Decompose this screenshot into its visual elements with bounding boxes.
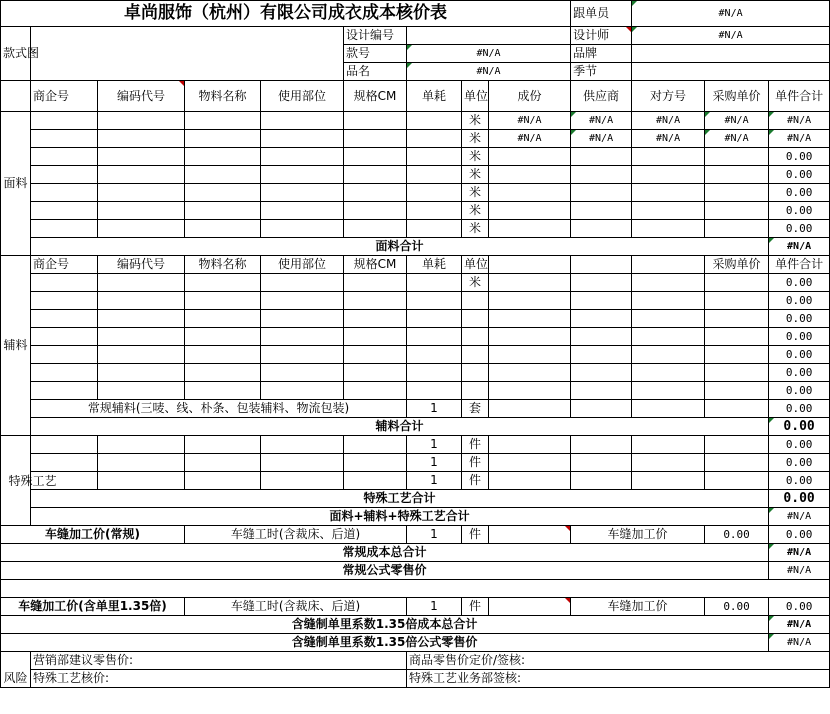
brand-label: 品牌 (571, 45, 632, 63)
col-item-code: 编码代号 (98, 256, 185, 274)
accessory-total: 0.00 (769, 328, 830, 346)
blank-cell (1, 81, 31, 112)
fabric-cell[interactable] (489, 166, 571, 184)
fabric-unit: 米 (462, 202, 489, 220)
sewing-price[interactable]: 0.00 (705, 526, 769, 544)
sewing-hours-label: 车缝工时(含裁床、后道) (185, 526, 407, 544)
fabric-unit: 米 (462, 166, 489, 184)
combined-total-value: #N/A (769, 508, 830, 526)
special-cell[interactable] (344, 454, 407, 472)
col-usage: 单耗 (407, 256, 462, 274)
fabric-cell[interactable] (407, 184, 462, 202)
special-cell[interactable] (98, 454, 185, 472)
blank-cell (489, 256, 571, 274)
fabric-cell[interactable] (31, 202, 98, 220)
fabric-cell[interactable] (185, 130, 261, 148)
accessory-cell[interactable] (705, 382, 769, 400)
accessory-cell[interactable] (571, 346, 632, 364)
fabric-cell[interactable] (98, 202, 185, 220)
fabric-cell[interactable] (407, 130, 462, 148)
fabric-cell[interactable] (98, 166, 185, 184)
accessory-cell[interactable] (407, 328, 462, 346)
sewing-cell[interactable] (489, 526, 571, 544)
fabric-cell[interactable] (705, 148, 769, 166)
fabric-cell[interactable] (489, 220, 571, 238)
follower-label: 跟单员 (571, 1, 632, 27)
style-picture-area[interactable] (31, 27, 344, 81)
fabric-price: #N/A (705, 130, 769, 148)
col-material-name: 物料名称 (185, 256, 261, 274)
accessory-cell[interactable] (632, 310, 705, 328)
col-item-code: 编码代号 (98, 81, 185, 112)
accessory-cell[interactable] (185, 364, 261, 382)
accessory-cell[interactable] (462, 382, 489, 400)
fabric-composition: #N/A (489, 130, 571, 148)
accessory-cell[interactable] (489, 382, 571, 400)
fabric-section-label: 面料 (1, 112, 31, 256)
accessory-total: 0.00 (769, 382, 830, 400)
accessory-cell[interactable] (632, 364, 705, 382)
accessory-cell[interactable] (705, 346, 769, 364)
accessory-cell[interactable] (185, 346, 261, 364)
special-subtotal-label: 特殊工艺合计 (31, 490, 769, 508)
fabric-cell[interactable] (344, 166, 407, 184)
special-cell[interactable] (261, 436, 344, 454)
col-usage: 单耗 (407, 81, 462, 112)
fabric-cell[interactable] (705, 166, 769, 184)
accessory-total: 0.00 (769, 364, 830, 382)
sewing-135-unit: 件 (462, 597, 489, 615)
accessory-cell[interactable] (462, 328, 489, 346)
accessory-cell[interactable] (571, 400, 632, 418)
accessory-cell[interactable] (489, 310, 571, 328)
fabric-cell[interactable] (185, 184, 261, 202)
fabric-cell[interactable] (31, 220, 98, 238)
accessory-cell[interactable] (489, 274, 571, 292)
special-cell[interactable] (489, 436, 571, 454)
fabric-cell[interactable] (571, 220, 632, 238)
regular-accessory-unit: 套 (462, 400, 489, 418)
accessory-cell[interactable] (31, 292, 98, 310)
fabric-cell[interactable] (31, 130, 98, 148)
accessory-cell[interactable] (261, 274, 344, 292)
fabric-cell[interactable] (632, 166, 705, 184)
accessory-cell[interactable] (185, 274, 261, 292)
accessory-cell[interactable] (705, 328, 769, 346)
fabric-subtotal-value: #N/A (769, 238, 830, 256)
name-value[interactable]: #N/A (407, 63, 571, 81)
accessory-cell[interactable] (344, 346, 407, 364)
regular-cost-label: 常规成本总合计 (1, 544, 769, 562)
accessory-cell[interactable] (489, 328, 571, 346)
fabric-cell[interactable] (261, 202, 344, 220)
sewing-total: 0.00 (769, 526, 830, 544)
accessory-cell[interactable] (705, 364, 769, 382)
fabric-cell[interactable] (31, 112, 98, 130)
special-unit: 件 (462, 472, 489, 490)
accessory-cell[interactable] (489, 400, 571, 418)
accessory-cell[interactable] (344, 310, 407, 328)
accessory-cell[interactable] (98, 292, 185, 310)
accessory-cell[interactable] (705, 292, 769, 310)
fabric-cell[interactable] (98, 130, 185, 148)
fabric-cell[interactable] (185, 220, 261, 238)
col-piece-total: 单件合计 (769, 256, 830, 274)
fabric-cell[interactable] (407, 112, 462, 130)
sewing-135-price[interactable]: 0.00 (705, 597, 769, 615)
regular-retail-value: #N/A (769, 562, 830, 580)
fabric-cell[interactable] (571, 166, 632, 184)
accessory-cell[interactable] (632, 346, 705, 364)
special-usage[interactable]: 1 (407, 454, 462, 472)
col-supplier-code: 商企号 (31, 81, 98, 112)
risk-label: 风险 (1, 651, 31, 687)
fabric-unit: 米 (462, 130, 489, 148)
fabric-cell[interactable] (705, 202, 769, 220)
special-cell[interactable] (571, 436, 632, 454)
accessory-cell[interactable] (632, 292, 705, 310)
accessory-cell[interactable] (261, 328, 344, 346)
fabric-cell[interactable] (344, 130, 407, 148)
fabric-cell[interactable] (705, 220, 769, 238)
accessory-cell[interactable] (261, 310, 344, 328)
fabric-cell[interactable] (261, 148, 344, 166)
accessory-cell[interactable] (31, 364, 98, 382)
fabric-cell[interactable] (344, 112, 407, 130)
accessory-cell[interactable] (632, 400, 705, 418)
name-label: 品名 (344, 63, 407, 81)
accessory-cell[interactable] (344, 274, 407, 292)
accessory-cell[interactable] (407, 364, 462, 382)
regular-retail-label: 常规公式零售价 (1, 562, 769, 580)
accessory-cell[interactable] (705, 310, 769, 328)
special-unit: 件 (462, 436, 489, 454)
fabric-cell[interactable] (31, 184, 98, 202)
special-cell[interactable] (185, 454, 261, 472)
accessory-cell[interactable] (98, 382, 185, 400)
fabric-cell[interactable] (98, 184, 185, 202)
design-no-label: 设计编号 (344, 27, 407, 45)
accessory-cell[interactable] (571, 364, 632, 382)
col-unit: 单位 (462, 81, 489, 112)
special-cell[interactable] (632, 436, 705, 454)
accessory-cell[interactable] (261, 364, 344, 382)
special-cell[interactable] (98, 472, 185, 490)
accessory-cell[interactable] (261, 346, 344, 364)
accessory-cell[interactable] (571, 328, 632, 346)
fabric-total: 0.00 (769, 220, 830, 238)
accessory-cell[interactable] (705, 274, 769, 292)
fabric-unit: 米 (462, 148, 489, 166)
special-usage[interactable]: 1 (407, 436, 462, 454)
accessory-cell[interactable] (571, 310, 632, 328)
sewing-135-usage[interactable]: 1 (407, 597, 462, 615)
special-usage[interactable]: 1 (407, 472, 462, 490)
fabric-total: 0.00 (769, 202, 830, 220)
special-cell[interactable] (705, 454, 769, 472)
regular-cost-value: #N/A (769, 544, 830, 562)
sewing-135-label: 车缝加工价(含单里1.35倍) (1, 597, 185, 615)
accessory-cell[interactable] (462, 292, 489, 310)
fabric-cell[interactable] (705, 184, 769, 202)
sewing-135-cell[interactable] (489, 597, 571, 615)
special-cell[interactable] (489, 472, 571, 490)
special-cell[interactable] (489, 454, 571, 472)
special-cell[interactable] (571, 454, 632, 472)
fabric-cell[interactable] (632, 184, 705, 202)
accessory-cell[interactable] (407, 310, 462, 328)
accessory-cell[interactable] (98, 274, 185, 292)
col-supplier-code: 商企号 (31, 256, 98, 274)
fabric-composition: #N/A (489, 112, 571, 130)
accessory-cell[interactable] (632, 274, 705, 292)
special-cell[interactable] (261, 454, 344, 472)
retail-135-label: 含缝制单里系数1.35倍公式零售价 (1, 633, 769, 651)
designer-label: 设计师 (571, 27, 632, 45)
accessory-total: 0.00 (769, 274, 830, 292)
fabric-cell[interactable] (344, 148, 407, 166)
fabric-cell[interactable] (571, 148, 632, 166)
accessory-total: 0.00 (769, 310, 830, 328)
accessory-cell[interactable] (489, 346, 571, 364)
fabric-cell[interactable] (261, 112, 344, 130)
accessory-cell[interactable] (31, 310, 98, 328)
accessory-cell[interactable] (98, 328, 185, 346)
special-unit: 件 (462, 454, 489, 472)
col-piece-total: 单件合计 (769, 81, 830, 112)
sewing-regular-label: 车缝加工价(常规) (1, 526, 185, 544)
col-purchase-price: 采购单价 (705, 81, 769, 112)
retail-135-value: #N/A (769, 633, 830, 651)
fabric-cell[interactable] (31, 166, 98, 184)
fabric-cell[interactable] (407, 202, 462, 220)
combined-total-label: 面料+辅料+特殊工艺合计 (31, 508, 769, 526)
accessory-cell[interactable] (344, 292, 407, 310)
sewing-usage[interactable]: 1 (407, 526, 462, 544)
sewing-135-total: 0.00 (769, 597, 830, 615)
fabric-price: #N/A (705, 112, 769, 130)
col-partner-no: 对方号 (632, 81, 705, 112)
design-no-value[interactable] (407, 27, 571, 45)
fabric-cell[interactable] (407, 166, 462, 184)
fabric-cell[interactable] (185, 202, 261, 220)
accessory-cell[interactable] (31, 382, 98, 400)
fabric-cell[interactable] (632, 220, 705, 238)
accessory-cell[interactable] (489, 364, 571, 382)
accessory-cell[interactable] (571, 292, 632, 310)
fabric-cell[interactable] (407, 220, 462, 238)
accessory-cell[interactable] (344, 364, 407, 382)
accessory-cell[interactable] (462, 346, 489, 364)
accessory-cell[interactable] (407, 292, 462, 310)
accessory-subtotal-label: 辅料合计 (31, 418, 769, 436)
fabric-cell[interactable] (344, 184, 407, 202)
fabric-partner-no: #N/A (632, 130, 705, 148)
fabric-total: #N/A (769, 130, 830, 148)
col-unit: 单位 (462, 256, 489, 274)
accessory-subtotal-value: 0.00 (769, 418, 830, 436)
blank-cell (571, 256, 632, 274)
accessory-cell[interactable] (407, 274, 462, 292)
marketing-retail-label: 营销部建议零售价: (31, 651, 407, 669)
fabric-cell[interactable] (571, 184, 632, 202)
accessory-cell[interactable] (344, 328, 407, 346)
retail-approve-label: 商品零售价定价/签核: (407, 651, 830, 669)
fabric-cell[interactable] (632, 202, 705, 220)
special-cell[interactable] (571, 472, 632, 490)
accessory-cell[interactable] (31, 328, 98, 346)
special-cell[interactable] (261, 472, 344, 490)
sheet-title: 卓尚服饰（杭州）有限公司成衣成本核价表 (1, 1, 571, 27)
fabric-total: #N/A (769, 112, 830, 130)
col-material-name: 物料名称 (185, 81, 261, 112)
special-cell[interactable] (632, 472, 705, 490)
fabric-cell[interactable] (489, 184, 571, 202)
cost-135-label: 含缝制单里系数1.35倍成本总合计 (1, 615, 769, 633)
special-subtotal-value: 0.00 (769, 490, 830, 508)
special-total: 0.00 (769, 436, 830, 454)
special-cell[interactable] (185, 436, 261, 454)
accessory-total: 0.00 (769, 346, 830, 364)
accessory-unit: 米 (462, 274, 489, 292)
season-value[interactable] (632, 63, 830, 81)
accessory-section-label: 辅料 (1, 256, 31, 436)
regular-accessory-label: 常规辅料(三唛、线、朴条、包装辅料、物流包装) (31, 400, 407, 418)
special-cell[interactable] (705, 436, 769, 454)
fabric-partner-no: #N/A (632, 112, 705, 130)
style-no-value[interactable]: #N/A (407, 45, 571, 63)
designer-value[interactable]: #N/A (632, 27, 830, 45)
cost-135-value: #N/A (769, 615, 830, 633)
regular-accessory-usage[interactable]: 1 (407, 400, 462, 418)
accessory-cell[interactable] (185, 292, 261, 310)
accessory-cell[interactable] (261, 292, 344, 310)
accessory-cell[interactable] (705, 400, 769, 418)
accessory-cell[interactable] (407, 382, 462, 400)
accessory-cell[interactable] (407, 346, 462, 364)
style-no-label: 款号 (344, 45, 407, 63)
fabric-cell[interactable] (98, 220, 185, 238)
fabric-cell[interactable] (344, 202, 407, 220)
accessory-cell[interactable] (571, 274, 632, 292)
fabric-cell[interactable] (98, 112, 185, 130)
fabric-cell[interactable] (185, 166, 261, 184)
fabric-total: 0.00 (769, 148, 830, 166)
accessory-cell[interactable] (98, 310, 185, 328)
regular-accessory-total: 0.00 (769, 400, 830, 418)
accessory-cell[interactable] (185, 328, 261, 346)
special-check-label: 特殊工艺核价: (31, 669, 407, 687)
accessory-cell[interactable] (31, 274, 98, 292)
spacer-row (1, 580, 830, 598)
fabric-unit: 米 (462, 220, 489, 238)
fabric-unit: 米 (462, 184, 489, 202)
accessory-cell[interactable] (462, 310, 489, 328)
season-label: 季节 (571, 63, 632, 81)
fabric-cell[interactable] (632, 148, 705, 166)
col-use-part: 使用部位 (261, 256, 344, 274)
sewing-135-hours-label: 车缝工时(含裁床、后道) (185, 597, 407, 615)
special-cell[interactable] (344, 472, 407, 490)
special-cell[interactable] (31, 472, 98, 490)
brand-value[interactable] (632, 45, 830, 63)
special-cell[interactable] (98, 436, 185, 454)
blank-cell (632, 256, 705, 274)
accessory-cell[interactable] (98, 346, 185, 364)
accessory-total: 0.00 (769, 292, 830, 310)
fabric-supplier: #N/A (571, 112, 632, 130)
style-picture-label: 款式图 (1, 27, 31, 81)
accessory-cell[interactable] (632, 382, 705, 400)
special-cell[interactable] (705, 472, 769, 490)
fabric-total: 0.00 (769, 184, 830, 202)
special-cell[interactable] (185, 472, 261, 490)
accessory-cell[interactable] (489, 292, 571, 310)
accessory-cell[interactable] (31, 346, 98, 364)
special-cell[interactable] (31, 436, 98, 454)
fabric-unit: 米 (462, 112, 489, 130)
accessory-cell[interactable] (571, 382, 632, 400)
accessory-cell[interactable] (632, 328, 705, 346)
accessory-cell[interactable] (462, 364, 489, 382)
special-cell[interactable] (344, 436, 407, 454)
fabric-cell[interactable] (185, 112, 261, 130)
fabric-supplier: #N/A (571, 130, 632, 148)
accessory-cell[interactable] (261, 382, 344, 400)
sewing-135-price-label: 车缝加工价 (571, 597, 705, 615)
fabric-cell[interactable] (185, 148, 261, 166)
fabric-cell[interactable] (571, 202, 632, 220)
col-spec: 规格CM (344, 256, 407, 274)
accessory-cell[interactable] (185, 310, 261, 328)
fabric-cell[interactable] (344, 220, 407, 238)
fabric-cell[interactable] (31, 148, 98, 166)
col-supplier: 供应商 (571, 81, 632, 112)
fabric-cell[interactable] (489, 202, 571, 220)
col-spec: 规格CM (344, 81, 407, 112)
sewing-unit: 件 (462, 526, 489, 544)
special-cell[interactable] (31, 454, 98, 472)
fabric-cell[interactable] (261, 184, 344, 202)
fabric-total: 0.00 (769, 166, 830, 184)
special-cell[interactable] (632, 454, 705, 472)
fabric-cell[interactable] (489, 148, 571, 166)
special-total: 0.00 (769, 472, 830, 490)
col-purchase-price: 采购单价 (705, 256, 769, 274)
follower-value[interactable]: #N/A (632, 1, 830, 27)
accessory-cell[interactable] (344, 382, 407, 400)
fabric-cell[interactable] (407, 148, 462, 166)
fabric-cell[interactable] (261, 166, 344, 184)
fabric-cell[interactable] (261, 130, 344, 148)
accessory-cell[interactable] (185, 382, 261, 400)
special-section-label: 特殊工艺 (1, 436, 31, 526)
col-composition: 成份 (489, 81, 571, 112)
special-dept-label: 特殊工艺业务部签核: (407, 669, 830, 687)
col-use-part: 使用部位 (261, 81, 344, 112)
special-total: 0.00 (769, 454, 830, 472)
fabric-subtotal-label: 面料合计 (31, 238, 769, 256)
sewing-price-label: 车缝加工价 (571, 526, 705, 544)
fabric-cell[interactable] (98, 148, 185, 166)
fabric-cell[interactable] (261, 220, 344, 238)
accessory-cell[interactable] (98, 364, 185, 382)
